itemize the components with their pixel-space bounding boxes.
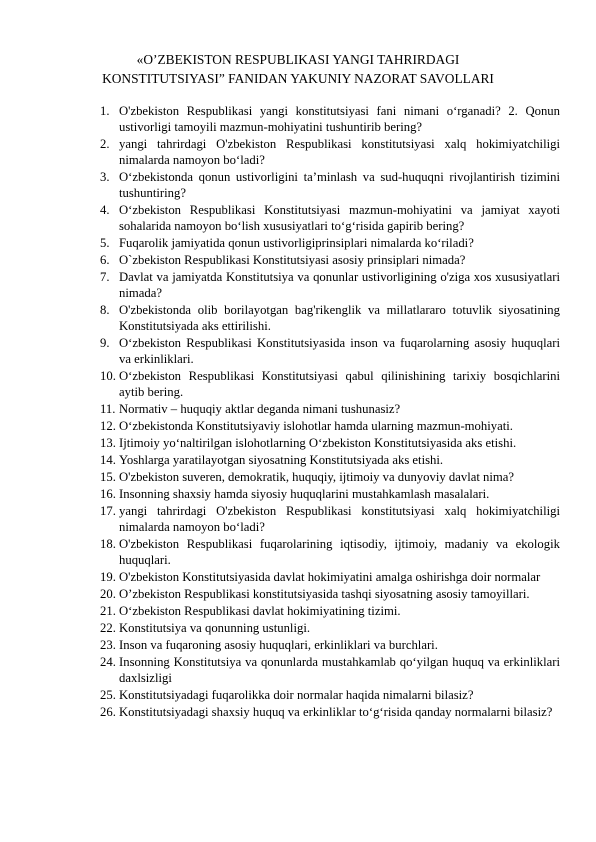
question-number: 15. [100, 470, 116, 484]
question-item [100, 536, 560, 568]
question-item [100, 169, 560, 201]
question-number: 8. [100, 303, 110, 317]
question-item [100, 401, 560, 417]
question-text: O'zbekiston Konstitutsiyasida davlat hokimiyatini amalga oshirishga doir normalar [119, 570, 541, 584]
question-number: 2. [100, 137, 110, 151]
question-item [100, 637, 560, 653]
question-item [100, 469, 560, 485]
question-number: 11. [100, 402, 116, 416]
question-text: yangi tahrirdagi O'zbekiston Respublikasi konstitutsiyasi xalq hokimiyatchiligi nimalarda namoyon bo‘ladi? [119, 137, 560, 167]
question-list [100, 103, 560, 721]
question-text: O‘zbekiston Respublikasi Konstitutsiyasi qabul qilinishining tarixiy bosqichlarini aytib bering. [119, 369, 560, 399]
question-text: Davlat va jamiyatda Konstitutsiya va qonunlar ustivorligining o'ziga xos xususiyatlari nimada? [119, 270, 560, 300]
title-line-2: KONSTITUTSIYASI” FANIDAN YAKUNIY NAZORAT SAVOLLARI [102, 71, 494, 86]
question-text: Ijtimoiy yo‘naltirilgan islohotlarning O‘zbekiston Konstitutsiyasida aks etishi. [119, 436, 517, 450]
question-text: Konstitutsiyadagi shaxsiy huquq va erkinliklar to‘g‘risida qanday normalarni bilasiz? [119, 705, 553, 719]
question-item [100, 586, 560, 602]
question-text: O‘zbekiston Respublikasi Konstitutsiyasida inson va fuqarolarning asosiy huquqlari va erkinliklari. [119, 336, 560, 366]
question-text: Fuqarolik jamiyatida qonun ustivorligiprinsiplari nimalarda ko‘riladi? [119, 236, 474, 250]
question-text: Konstitutsiyadagi fuqarolikka doir normalar haqida nimalarni bilasiz? [119, 688, 474, 702]
question-number: 18. [100, 537, 116, 551]
question-number: 16. [100, 487, 116, 501]
question-number: 20. [100, 587, 116, 601]
question-number: 19. [100, 570, 116, 584]
question-number: 17. [100, 504, 116, 518]
question-number: 22. [100, 621, 116, 635]
question-item [100, 269, 560, 301]
question-text: Normativ – huquqiy aktlar deganda nimani tushunasiz? [119, 402, 401, 416]
question-number: 12. [100, 419, 116, 433]
question-text: Yoshlarga yaratilayotgan siyosatning Konstitutsiyada aks etishi. [119, 453, 444, 467]
question-item [100, 136, 560, 168]
title-line-1: «O’ZBEKISTON RESPUBLIKASI YANGI TAHRIRDAGI [136, 52, 460, 67]
question-text: O‘zbekiston Respublikasi davlat hokimiyatining tizimi. [119, 604, 401, 618]
question-number: 7. [100, 270, 110, 284]
question-text: O‘zbekistonda Konstitutsiyaviy islohotlar hamda ularning mazmun-mohiyati. [119, 419, 513, 433]
question-item [100, 620, 560, 636]
question-number: 24. [100, 655, 116, 669]
question-item [100, 202, 560, 234]
question-text: O'zbekiston Respublikasi yangi konstitutsiyasi fani nimani o‘rganadi? 2. Qonun ustivorligi tamoyili mazmun-mohiyatini tushuntirib bering? [119, 104, 560, 134]
question-item [100, 654, 560, 686]
question-item [100, 103, 560, 135]
question-item [100, 302, 560, 334]
question-text: O’zbekiston Respublikasi konstitutsiyasida tashqi siyosatning asosiy tamoyillari. [119, 587, 530, 601]
question-item [100, 235, 560, 251]
question-number: 5. [100, 236, 110, 250]
question-text: O'zbekiston Respublikasi fuqarolarining iqtisodiy, ijtimoiy, madaniy va ekologik huquqlari. [119, 537, 560, 567]
question-text: Konstitutsiya va qonunning ustunligi. [119, 621, 311, 635]
question-number: 21. [100, 604, 116, 618]
question-number: 26. [100, 705, 116, 719]
question-text: O'zbekiston suveren, demokratik, huquqiy, ijtimoiy va dunyoviy davlat nima? [119, 470, 515, 484]
question-item [100, 486, 560, 502]
question-item [100, 418, 560, 434]
question-item [100, 452, 560, 468]
question-number: 14. [100, 453, 116, 467]
question-item [100, 603, 560, 619]
question-item [100, 687, 560, 703]
question-number: 23. [100, 638, 116, 652]
question-text: O'zbekistonda olib borilayotgan bag'rikenglik va millatlararo totuvlik siyosatining Konstitutsiyada aks ettirilishi. [119, 303, 560, 333]
question-item [100, 569, 560, 585]
question-text: Inson va fuqaroning asosiy huquqlari, erkinliklari va burchlari. [119, 638, 438, 652]
question-text: O`zbekiston Respublikasi Konstitutsiyasi asosiy prinsiplari nimada? [119, 253, 466, 267]
question-item [100, 335, 560, 367]
question-item [100, 503, 560, 535]
question-text: O‘zbekiston Respublikasi Konstitutsiyasi mazmun-mohiyatini va jamiyat xayoti sohalarida namoyon bo‘lish xususiyatlari to‘g‘risida gapirib bering? [119, 203, 560, 233]
question-text: O‘zbekistonda qonun ustivorligini ta’minlash va sud-huquqni rivojlantirish tizimini tushuntiring? [119, 170, 560, 200]
question-text: yangi tahrirdagi O'zbekiston Respublikasi konstitutsiyasi xalq hokimiyatchiligi nimalarda namoyon bo‘ladi? [119, 504, 560, 534]
page-title [60, 50, 536, 88]
question-number: 3. [100, 170, 110, 184]
question-item [100, 252, 560, 268]
question-number: 6. [100, 253, 110, 267]
question-number: 10. [100, 369, 116, 383]
question-item [100, 704, 560, 720]
question-number: 1. [100, 104, 110, 118]
question-item [100, 435, 560, 451]
question-number: 13. [100, 436, 116, 450]
question-text: Insonning shaxsiy hamda siyosiy huquqlarini mustahkamlash masalalari. [119, 487, 490, 501]
question-text: Insonning Konstitutsiya va qonunlarda mustahkamlab qo‘yilgan huquq va erkinliklari daxlsizligi [119, 655, 560, 685]
question-number: 4. [100, 203, 110, 217]
question-number: 9. [100, 336, 110, 350]
question-number: 25. [100, 688, 116, 702]
question-item [100, 368, 560, 400]
